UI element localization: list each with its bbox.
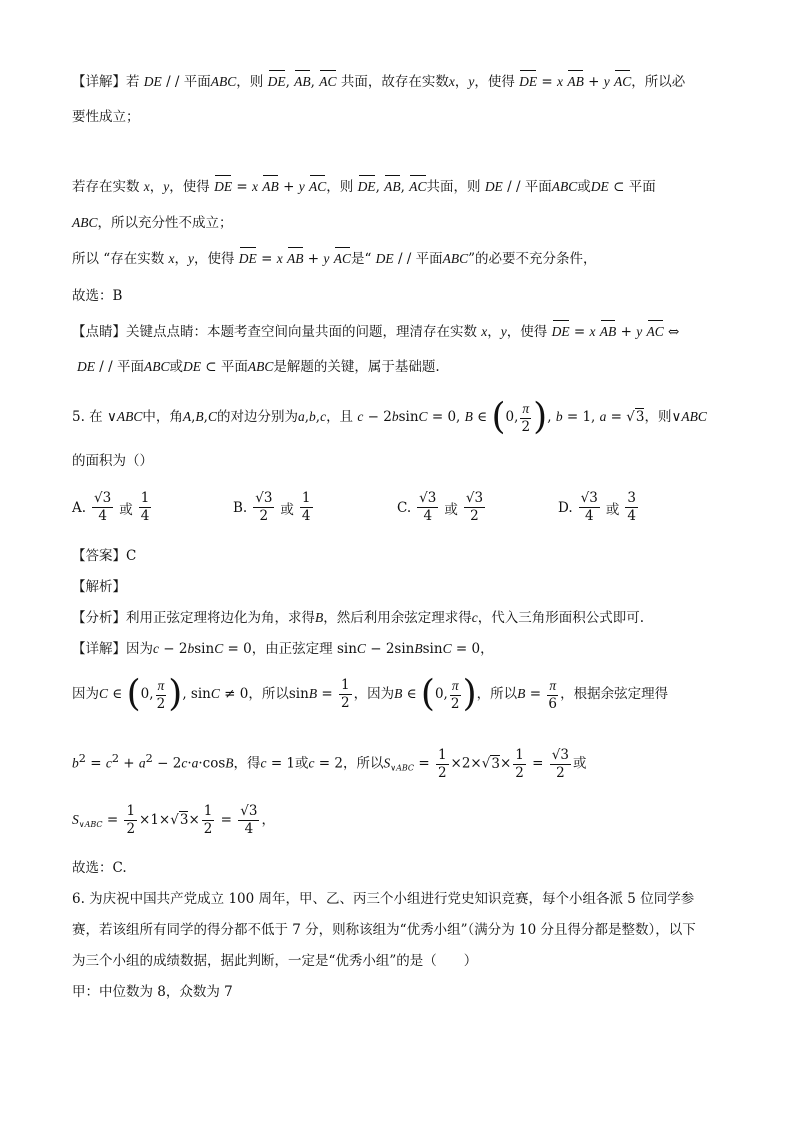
detail-label: 【详解】 <box>72 74 126 90</box>
den: 4 <box>584 508 594 524</box>
q6-line-2: 赛，若该组所有同学的得分都不低于 7 分，则称该组为“优秀小组”（满分为 10 分且得分都是整数），以下 <box>72 922 696 938</box>
text: ，则 <box>644 409 672 425</box>
den: 2 <box>259 508 269 524</box>
text: ，使得 <box>506 324 548 340</box>
q4-detail-line-1: 【详解】若 DE / / 平面ABC，则 DE, AB, AC 共面，故存在实数x，y，使得 DE = x AB + y AC，所以必 <box>72 74 686 90</box>
or: 或 <box>605 501 620 518</box>
text: 或 <box>295 755 309 772</box>
text: ，使得 <box>194 251 235 267</box>
text: 平面 <box>415 251 443 267</box>
option-label: C. <box>397 499 412 516</box>
or: 或 <box>119 501 133 518</box>
num: √3 <box>580 490 598 506</box>
num: √3 <box>419 490 437 506</box>
q4-answer: 故选：B <box>72 288 123 304</box>
q4-tip-line-2: DE / / 平面ABC或DE ⊂ 平面ABC是解题的关键，属于基础题. <box>77 359 440 375</box>
text: ，则 <box>236 74 264 90</box>
option-label: B. <box>233 499 248 516</box>
num: 3 <box>627 490 636 506</box>
q5-detail-line-3: $b^2 = c^2 + a^2 - 2c\cdot a\cdot\cos B$，得c = 1或c = 2，所以$S_{\vee ABC}$ = $\frac{1}{2}$ ×2×√3× $\frac{1}{2}$ = $\frac{√3}{2}$ 或 <box>72 746 587 781</box>
text: ，使得 <box>169 179 210 195</box>
q5-analysis: 【分析】利用正弦定理将边化为角，求得B，然后利用余弦定理求得c，代入三角形面积公式即可. <box>72 610 645 626</box>
option-a[interactable] <box>72 490 153 525</box>
text: 因为 <box>72 686 99 702</box>
q6-line-3: 为三个小组的成绩数据，据此判断，一定是“优秀小组”的是（ ） <box>72 953 478 969</box>
num: 1 <box>140 490 150 506</box>
text: 所以 “存在实数 <box>72 251 165 267</box>
text: 要性成立； <box>72 109 140 125</box>
text: 平面 <box>628 179 656 195</box>
q4-suff-line-2: ABC，所以充分性不成立； <box>72 215 233 231</box>
text: 共面，故存在实数 <box>340 74 449 90</box>
text: ，所以必 <box>631 74 686 90</box>
option-c[interactable] <box>397 490 487 525</box>
text: ，因为 <box>353 686 395 702</box>
text: ，所以 <box>343 755 384 772</box>
q4-suff-line-1: 若存在实数 x，y，使得 DE = x AB + y AC，则 DE, AB, AC共面，则 DE / / 平面ABC或DE ⊂ 平面 <box>72 179 656 195</box>
text: 的对边分别为 <box>216 409 298 425</box>
q5-answer <box>72 547 136 565</box>
text: 是“ <box>350 251 372 267</box>
or: 或 <box>444 501 458 518</box>
den: 4 <box>98 508 107 524</box>
den: 4 <box>301 508 311 524</box>
text: 5. 在 <box>72 409 103 425</box>
q4-tip-line-1: 【点睛】关键点点睛：本题考查空间向量共面的问题，理清存在实数 x，y，使得 DE = x AB + y AC ⇔ <box>72 324 680 340</box>
text: ，得 <box>233 755 261 772</box>
text: ，代入三角形面积公式即可. <box>477 610 645 626</box>
text: 中，角 <box>142 409 183 425</box>
num: 1 <box>301 490 311 506</box>
text: 平面 <box>524 179 552 195</box>
text: ，且 <box>326 409 354 425</box>
option-d[interactable] <box>558 490 640 525</box>
vector-ab: AB <box>294 74 311 89</box>
text: 因为 <box>126 641 153 657</box>
num: √3 <box>94 490 112 506</box>
q5-detail-line-1: 【详解】因为c − 2bsinC = 0，由正弦定理 sinC − 2sinBsinC = 0， <box>72 641 494 657</box>
q5-analysis-label: 【解析】 <box>72 579 126 595</box>
text: 或 <box>169 359 183 375</box>
vector-ac: AC <box>319 74 337 89</box>
text: 利用正弦定理将边化为角，求得 <box>126 610 315 626</box>
text: ，所以 <box>476 686 518 702</box>
text: ，根据余弦定理得 <box>560 686 669 702</box>
text: 【详解】 <box>72 641 126 657</box>
vector-de: DE <box>267 74 286 89</box>
den: 4 <box>140 508 150 524</box>
q5-detail-line-4: $S_{\vee ABC}$ = $\frac{1}{2}$ ×1×√3× $\frac{1}{2}$ = $\frac{√3}{4}$ ， <box>72 803 275 837</box>
q6-line-4: 甲：中位数为 8，众数为 7 <box>72 984 233 1000</box>
text: ，然后利用余弦定理求得 <box>323 610 472 626</box>
text: ，则 <box>326 179 354 195</box>
option-label: A. <box>72 499 87 516</box>
text: ，所以 <box>248 686 289 702</box>
q5-stem-line-2: 的面积为（） <box>72 453 153 469</box>
den: 2 <box>470 508 479 524</box>
text: 或 <box>577 179 591 195</box>
q5-stem-line-1: 5. 在 ∨ABC中，角A,B,C的对边分别为a,b,c，且 c − 2bsinC = 0, B ∈ (0, $\frac{\pi}{2}$ ), b = 1, a = √3，则∨ABC <box>72 396 707 438</box>
text: 关键点点睛：本题考查空间向量共面的问题，理清存在实数 <box>126 324 477 340</box>
text: 是解题的关键，属于基础题. <box>273 359 440 375</box>
or: 或 <box>280 501 294 518</box>
q4-conclusion: 所以 “存在实数 x，y，使得 DE = x AB + y AC是“ DE / / 平面ABC”的必要不充分条件， <box>72 251 597 267</box>
text: ，由正弦定理 <box>251 641 333 657</box>
text: 若存在实数 <box>72 179 140 195</box>
text: 共面，则 <box>426 179 481 195</box>
text: 平面 <box>183 74 211 90</box>
option-b[interactable] <box>233 490 315 525</box>
text: ，所以充分性不成立； <box>97 215 233 231</box>
answer-value: C <box>126 548 137 564</box>
q4-detail-line-2 <box>72 108 140 126</box>
q5-detail-line-2: 因为C ∈ (0, $\frac{\pi}{2}$ ), sinC ≠ 0，所以sinB = $\frac{1}{2}$ ，因为B ∈ (0, $\frac{\pi}{2}$ )，所以B = $\frac{\pi}{6}$ ，根据余弦定理得 <box>72 673 669 715</box>
option-label: D. <box>558 499 573 516</box>
answer-label: 【答案】 <box>72 548 126 564</box>
num: √3 <box>465 490 484 506</box>
text: ”的必要不充分条件， <box>468 251 597 267</box>
text: 【分析】 <box>72 610 126 626</box>
q6-line-1: 6. 为庆祝中国共产党成立 100 周年，甲、乙、丙三个小组进行党史知识竞赛，每个小组各派 5 位同学参 <box>72 891 695 907</box>
text: 若 <box>126 74 140 90</box>
tip-label: 【点睛】 <box>72 324 126 340</box>
den: 4 <box>627 508 636 524</box>
text: ，使得 <box>474 74 515 90</box>
text: 平面 <box>220 359 248 375</box>
text: 或 <box>572 755 587 772</box>
den: 4 <box>423 508 433 524</box>
q5-final: 故选：C. <box>72 860 127 876</box>
text: 平面 <box>116 359 144 375</box>
q5-options <box>72 490 712 534</box>
num: √3 <box>255 490 273 506</box>
